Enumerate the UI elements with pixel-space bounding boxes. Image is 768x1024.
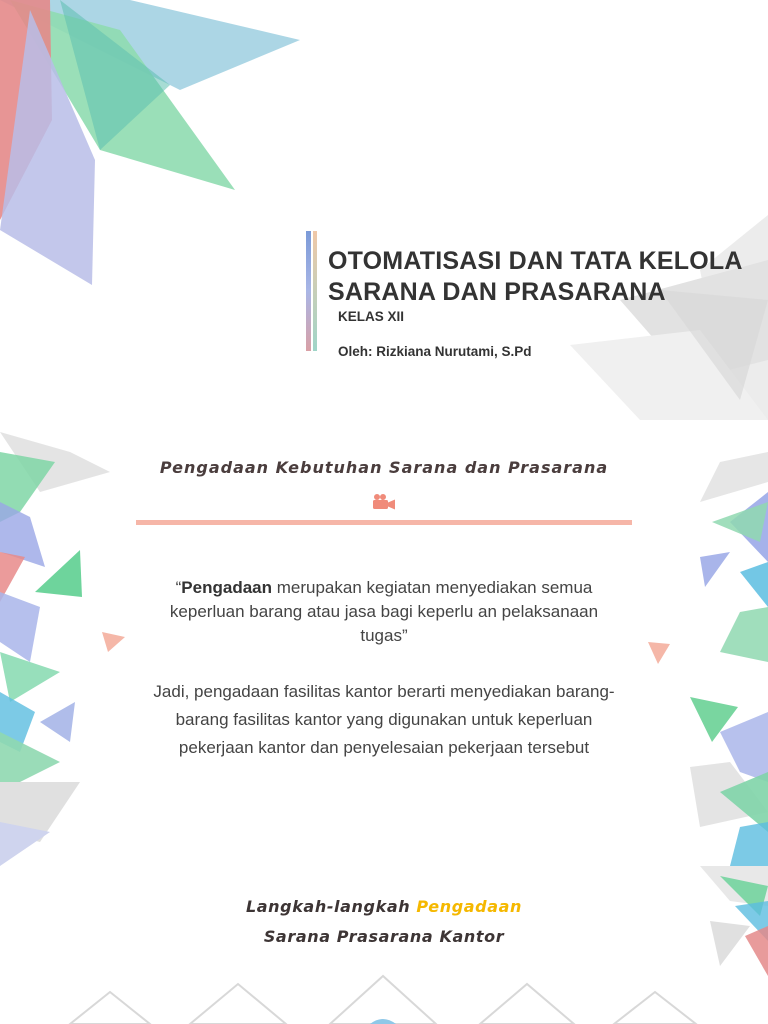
content-slide	[0, 432, 768, 866]
section-heading: Pengadaan Kebutuhan Sarana dan Prasarana	[159, 458, 609, 477]
video-camera-icon	[371, 492, 397, 512]
title-accent-bar	[306, 231, 311, 351]
steps-heading-line2: Sarana Prasarana Kantor	[263, 927, 505, 946]
quote-mark: “	[175, 578, 182, 597]
divider	[136, 520, 632, 525]
quote-keyword: Pengadaan	[181, 578, 272, 597]
quote-text: merupakan kegiatan menyediakan semua keperluan barang atau jasa bagi keperlu an pelaksanaan tugas”	[169, 578, 599, 645]
author-label: Oleh: Rizkiana Nurutami, S.Pd	[338, 344, 532, 359]
title-line: OTOMATISASI DAN TATA KELOLA	[328, 247, 743, 275]
definition-quote	[150, 576, 618, 648]
steps-heading-text: Langkah-langkah	[245, 897, 417, 916]
conclusion-text: Jadi, pengadaan fasilitas kantor berarti menyediakan barang-barang fasilitas kantor yang digunakan untuk keperluan pekerjaan kantor dan penyelesaian pekerjaan tersebut	[153, 682, 615, 757]
steps-heading-highlight: Pengadaan	[416, 897, 523, 916]
title-accent-bar	[313, 231, 317, 351]
class-label: KELAS XII	[338, 309, 405, 324]
steps-heading	[0, 892, 768, 952]
title-slide	[0, 0, 768, 420]
title-line: SARANA DAN PRASARANA	[328, 278, 666, 306]
steps-slide	[0, 866, 768, 1024]
slide-title	[328, 246, 743, 308]
